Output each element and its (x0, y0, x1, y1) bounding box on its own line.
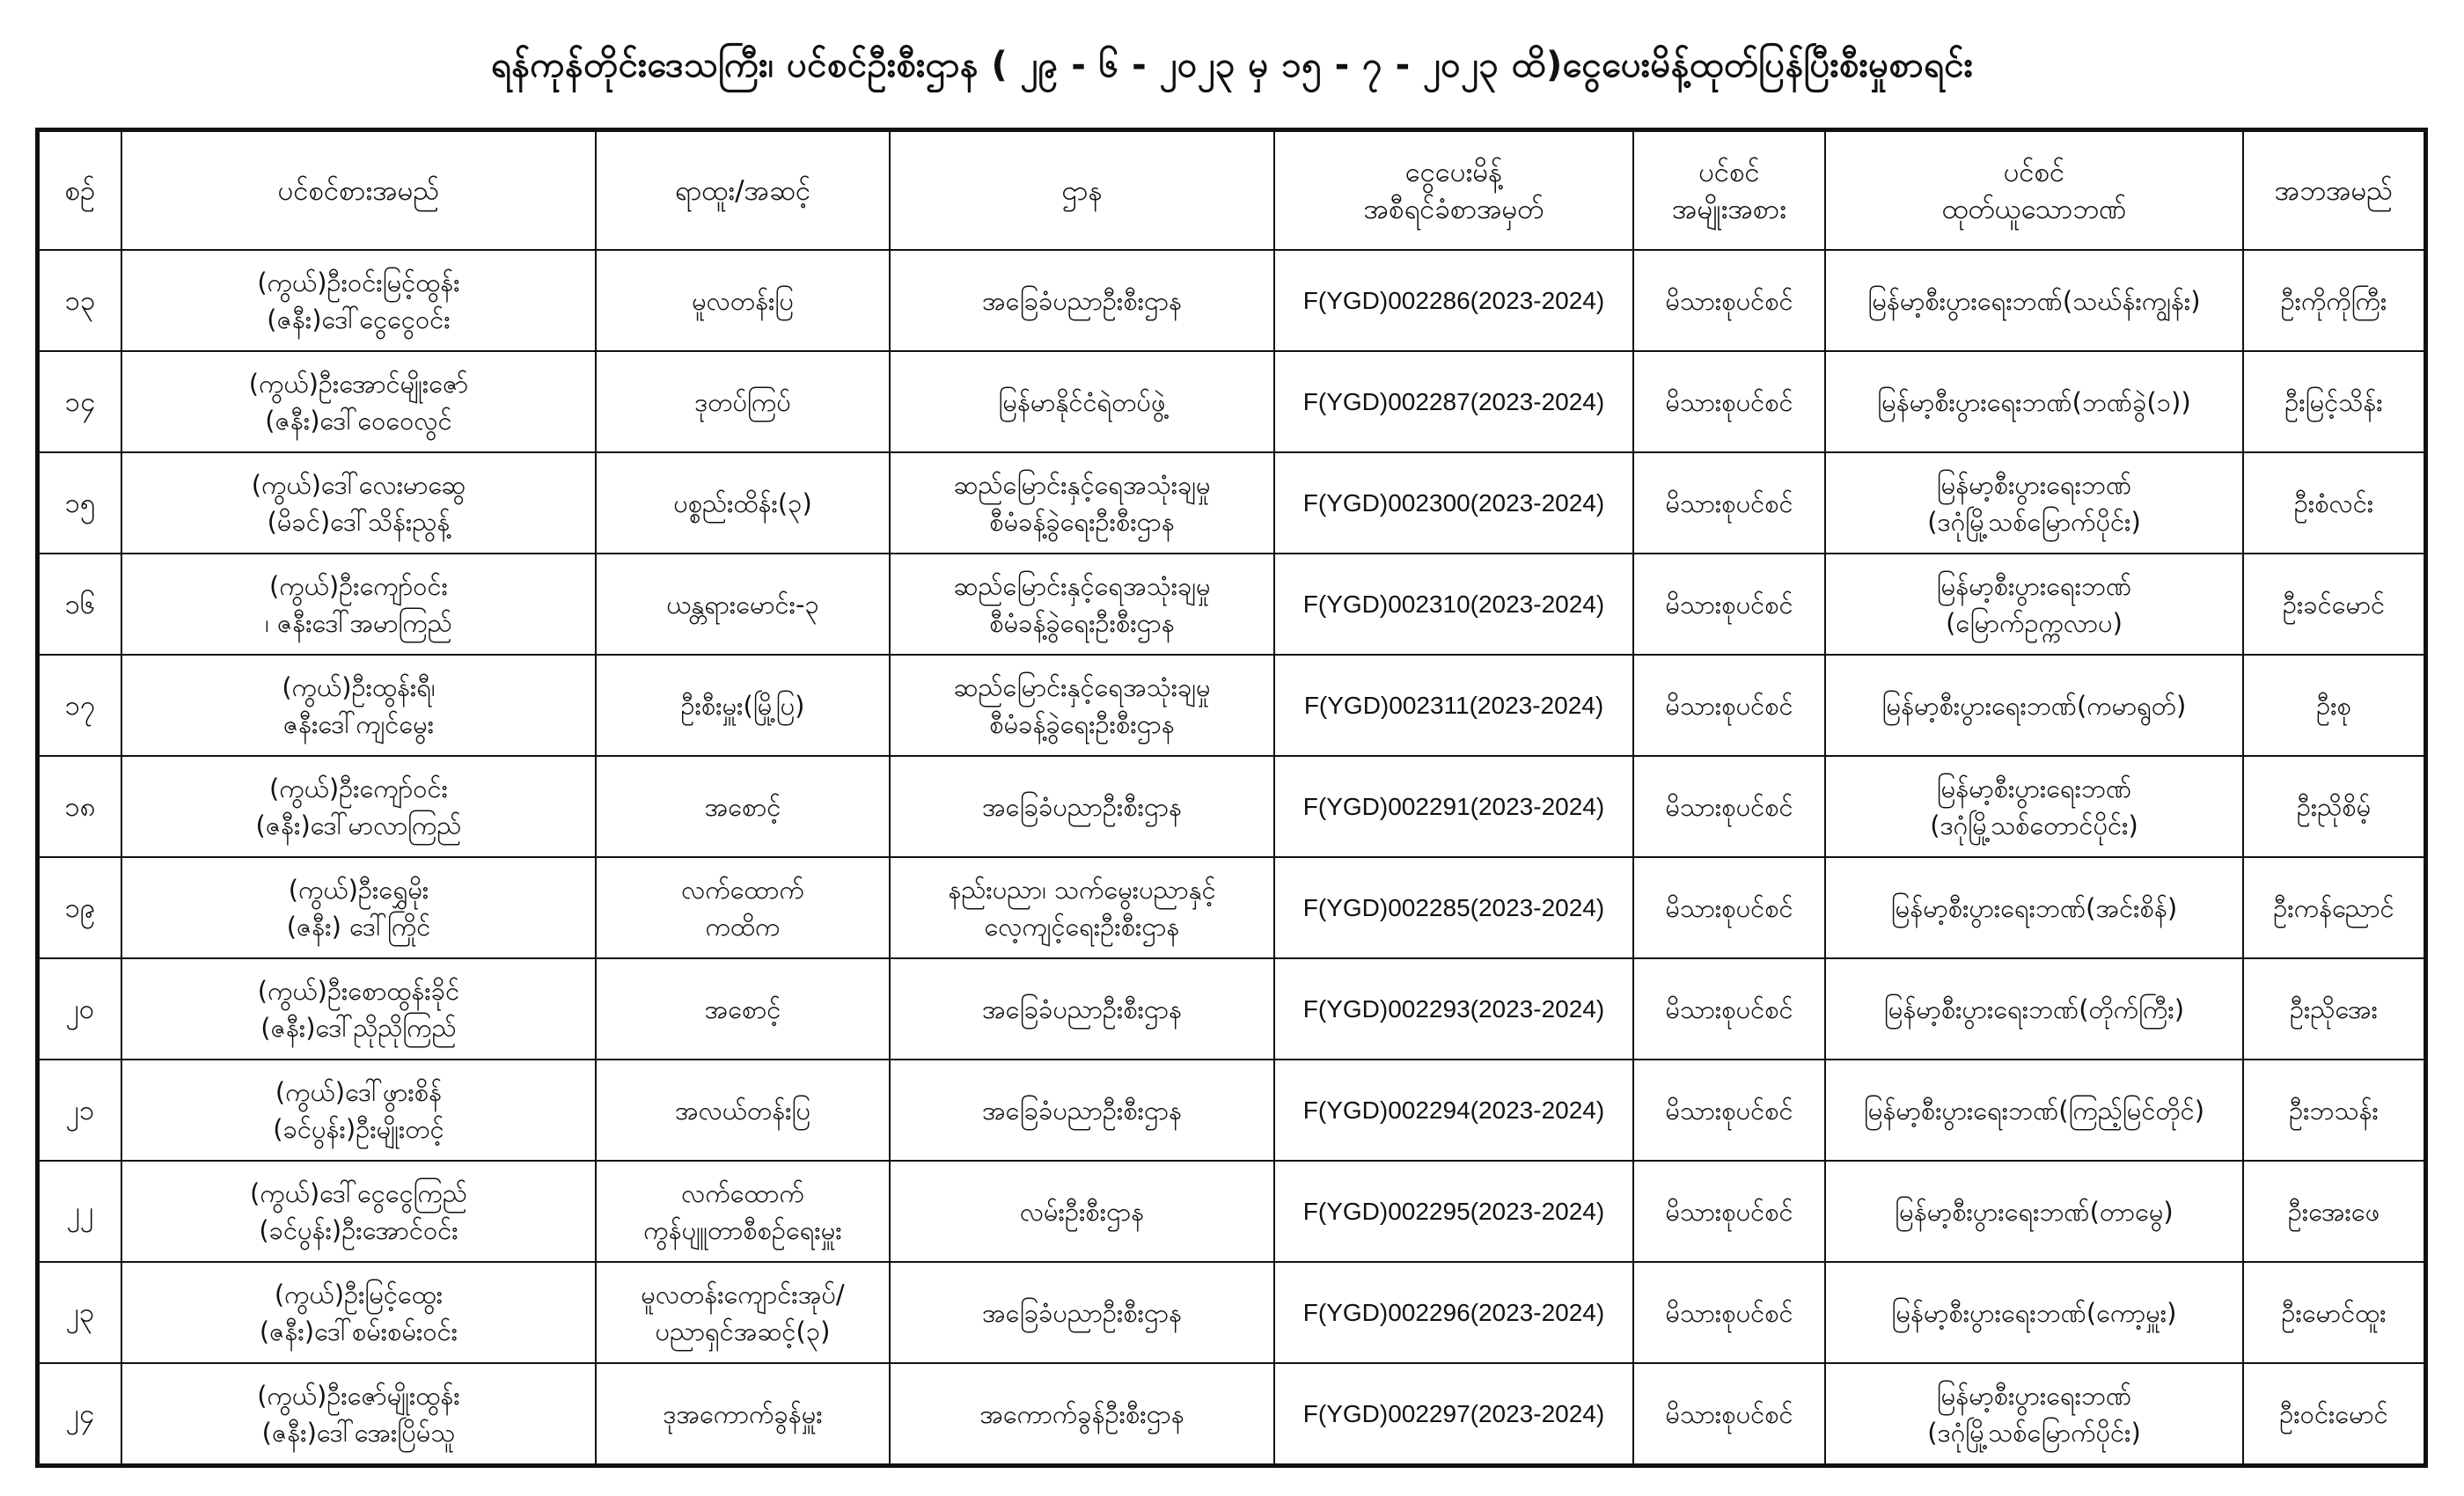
permit-number-cell (1274, 351, 1633, 452)
pensioner-name-text: (ကွယ်)ဒေါ်ဖွားစိန် (275, 1076, 443, 1107)
serial-cell (39, 958, 121, 1060)
bank-text: မြန်မာ့စီးပွားရေးဘဏ် (1936, 469, 2132, 500)
permit-number-cell (1274, 1060, 1633, 1161)
permit-number-text: F(YGD)002294(2023-2024) (1302, 1096, 1605, 1124)
bank-text: (မြောက်ဥက္ကလာပ) (1946, 607, 2123, 638)
rank-cell (596, 655, 890, 756)
pensioner-name-text: (မိခင်)ဒေါ်သိန်းညွန့် (267, 506, 451, 537)
table-header-row (39, 131, 2424, 250)
pension-table (38, 130, 2425, 1465)
department-text: မြန်မာနိုင်ငံရဲတပ်ဖွဲ့ (998, 386, 1166, 417)
pension-type-text: မိသားစုပင်စင် (1665, 1398, 1793, 1429)
table-row (39, 857, 2424, 958)
serial-cell (39, 554, 121, 655)
serial-text: ၁၃ (64, 284, 96, 317)
serial-cell (39, 250, 121, 351)
table-row (39, 756, 2424, 857)
serial-text: ၁၅ (64, 487, 96, 519)
permit-number-cell (1274, 452, 1633, 554)
table-row (39, 655, 2424, 756)
bank-cell (1825, 1262, 2243, 1363)
father-name-text: ဦးစံလင်း (2293, 488, 2374, 518)
rank-text: အစောင့် (704, 994, 781, 1024)
table-row (39, 351, 2424, 452)
permit-number-cell (1274, 1262, 1633, 1363)
father-name-text: ဦးဝင်းမောင် (2279, 1398, 2388, 1429)
pension-type-text: မိသားစုပင်စင် (1665, 791, 1793, 822)
table-row (39, 452, 2424, 554)
header-father-name: အဘအမည် (2243, 131, 2424, 250)
permit-number-text: F(YGD)002286(2023-2024) (1302, 286, 1605, 314)
department-text: အကောက်ခွန်ဦးစီးဌာန (979, 1398, 1184, 1429)
department-cell (890, 1161, 1274, 1262)
father-name-text: ဦးဘသန်း (2289, 1095, 2379, 1126)
department-text: အခြေခံပညာဦးစီးဌာန (981, 994, 1183, 1024)
bank-text: မြန်မာ့စီးပွားရေးဘဏ် (1936, 773, 2132, 803)
father-name-cell (2243, 1060, 2424, 1161)
bank-cell (1825, 1363, 2243, 1464)
serial-text: ၁၆ (64, 588, 96, 620)
department-cell (890, 958, 1274, 1060)
pension-type-text: မိသားစုပင်စင် (1665, 690, 1793, 721)
bank-text: မြန်မာ့စီးပွားရေးဘဏ် (1936, 1380, 2132, 1411)
bank-cell (1825, 351, 2243, 452)
serial-cell (39, 1060, 121, 1161)
bank-text: မြန်မာ့စီးပွားရေးဘဏ်(ကမာရွတ်) (1881, 690, 2187, 721)
bank-text: မြန်မာ့စီးပွားရေးဘဏ်(အင်းစိန်) (1890, 892, 2178, 923)
serial-text: ၁၇ (64, 689, 96, 722)
permit-number-text: F(YGD)002291(2023-2024) (1302, 792, 1605, 820)
pensioner-name-text: (ခင်ပွန်း)ဦးအောင်ဝင်း (259, 1214, 458, 1245)
department-text: ဆည်မြောင်းနှင့်ရေအသုံးချမှု (953, 469, 1211, 500)
permit-number-cell (1274, 857, 1633, 958)
pensioner-name-text: ဇနီးဒေါ်ကျင်မွေး (282, 708, 435, 739)
bank-cell (1825, 452, 2243, 554)
permit-number-cell (1274, 250, 1633, 351)
pensioner-name-text: (ကွယ်)ဦးရွှေမိုး (288, 874, 429, 905)
pensioner-name-cell (121, 250, 596, 351)
pensioner-name-text: (ခင်ပွန်း)ဦးမျိုးတင့် (273, 1113, 444, 1144)
rank-cell (596, 250, 890, 351)
father-name-text: ဦးကိုကိုကြီး (2280, 285, 2387, 316)
serial-cell (39, 1363, 121, 1464)
bank-cell (1825, 655, 2243, 756)
pension-type-text: မိသားစုပင်စင် (1665, 386, 1793, 417)
pension-type-cell (1633, 958, 1825, 1060)
table-row (39, 1363, 2424, 1464)
pensioner-name-cell (121, 452, 596, 554)
header-serial: စဉ် (39, 131, 121, 250)
pension-type-text: မိသားစုပင်စင် (1665, 1196, 1793, 1227)
serial-text: ၁၄ (64, 385, 96, 418)
pensioner-name-cell (121, 351, 596, 452)
rank-cell (596, 1161, 890, 1262)
department-text: ဆည်မြောင်းနှင့်ရေအသုံးချမှု (953, 570, 1211, 601)
father-name-text: ဦးစု (2316, 690, 2351, 721)
pensioner-name-text: (ကွယ်)ဦးအောင်မျိုးဇော် (248, 368, 469, 399)
pensioner-name-cell (121, 857, 596, 958)
bank-cell (1825, 756, 2243, 857)
rank-cell (596, 1363, 890, 1464)
pensioner-name-text: ၊ ဇနီးဒေါ်အမာကြည် (265, 607, 452, 638)
bank-cell (1825, 250, 2243, 351)
pensioner-name-text: (ဇနီး)ဒေါ်စမ်းစမ်းဝင်း (259, 1316, 458, 1346)
department-cell (890, 857, 1274, 958)
rank-text: ဒုအကောက်ခွန်မှူး (663, 1398, 823, 1429)
rank-cell (596, 452, 890, 554)
department-text: လမ်းဦးစီးဌာန (1019, 1196, 1145, 1227)
father-name-text: ဦးအေးဖေ (2287, 1196, 2380, 1227)
father-name-text: ဦးခင်မောင် (2282, 589, 2386, 620)
rank-cell (596, 958, 890, 1060)
header-pensioner-name: ပင်စင်စားအမည် (121, 131, 596, 250)
bank-text: မြန်မာ့စီးပွားရေးဘဏ်(ကော့မှူး) (1891, 1297, 2177, 1328)
pension-type-text: မိသားစုပင်စင် (1665, 1297, 1793, 1328)
department-text: လေ့ကျင့်ရေးဦးစီးဌာန (984, 911, 1180, 942)
bank-text: မြန်မာ့စီးပွားရေးဘဏ်(တိုက်ကြီး) (1883, 994, 2185, 1024)
bank-text: (ဒဂုံမြို့သစ်မြောက်ပိုင်း) (1927, 1417, 2141, 1448)
pensioner-name-text: (ကွယ်)ဦးကျော်ဝင်း (269, 570, 448, 601)
department-cell (890, 1060, 1274, 1161)
rank-cell (596, 351, 890, 452)
father-name-cell (2243, 250, 2424, 351)
serial-text: ၂၁ (65, 1094, 95, 1126)
rank-text: အလယ်တန်းပြ (675, 1095, 810, 1126)
serial-cell (39, 452, 121, 554)
pensioner-name-cell (121, 554, 596, 655)
header-permit-line1: ငွေပေးမိန့် (1404, 156, 1503, 188)
permit-number-text: F(YGD)002300(2023-2024) (1302, 488, 1605, 517)
department-cell (890, 554, 1274, 655)
bank-text: (ဒဂုံမြို့သစ်မြောက်ပိုင်း) (1927, 506, 2141, 537)
rank-text: လက်ထောက် (681, 874, 804, 905)
department-cell (890, 452, 1274, 554)
permit-number-cell (1274, 1363, 1633, 1464)
permit-number-text: F(YGD)002310(2023-2024) (1302, 590, 1605, 618)
department-cell (890, 1363, 1274, 1464)
father-name-cell (2243, 958, 2424, 1060)
pensioner-name-cell (121, 958, 596, 1060)
bank-cell (1825, 1060, 2243, 1161)
header-pension-type (1633, 131, 1825, 250)
department-cell (890, 351, 1274, 452)
father-name-cell (2243, 1262, 2424, 1363)
pension-type-text: မိသားစုပင်စင် (1665, 589, 1793, 620)
department-cell (890, 1262, 1274, 1363)
pension-type-text: မိသားစုပင်စင် (1665, 488, 1793, 518)
pensioner-name-cell (121, 1060, 596, 1161)
serial-cell (39, 756, 121, 857)
header-bank (1825, 131, 2243, 250)
father-name-cell (2243, 452, 2424, 554)
pensioner-name-text: (ကွယ်)ဒေါ်ငွေငွေကြည် (250, 1177, 467, 1208)
pension-type-cell (1633, 554, 1825, 655)
pensioner-name-text: (ဇနီး) ဒေါ်ကြိုင် (286, 911, 431, 942)
permit-number-text: F(YGD)002297(2023-2024) (1302, 1399, 1605, 1427)
bank-text: မြန်မာ့စီးပွားရေးဘဏ်(တာမွေ) (1895, 1196, 2174, 1227)
permit-number-cell (1274, 655, 1633, 756)
page-title: ရန်ကုန်တိုင်းဒေသကြီး၊ ပင်စင်ဦးစီးဌာန ( ၂၉ - ၆ - ၂၀၂၃ မှ ၁၅ - ၇ - ၂၀၂၃ ထိ)ငွေပေးမိန့်ထုတ်ပြန်ပြီးစီးမှုစာရင်း (490, 45, 1974, 85)
rank-text: ဦးစီးမှူး(မြို့ပြ) (680, 690, 805, 721)
pensioner-name-text: (ဇနီး)ဒေါ်ညိုညိုကြည် (260, 1012, 457, 1043)
bank-cell (1825, 554, 2243, 655)
department-text: ဆည်မြောင်းနှင့်ရေအသုံးချမှု (953, 671, 1211, 702)
header-department: ဌာန (890, 131, 1274, 250)
permit-number-cell (1274, 1161, 1633, 1262)
pension-type-cell (1633, 857, 1825, 958)
permit-number-text: F(YGD)002287(2023-2024) (1302, 387, 1605, 415)
pensioner-name-cell (121, 1262, 596, 1363)
rank-text: ပစ္စည်းထိန်း(၃) (673, 488, 812, 518)
rank-text: ကထိက (705, 911, 781, 942)
header-rank: ရာထူး/အဆင့် (596, 131, 890, 250)
pensioner-name-text: (ကွယ်)ဦးဇော်မျိုးထွန်း (257, 1380, 460, 1411)
rank-text: မူလတန်းကျောင်းအုပ်/ (641, 1279, 845, 1309)
pensioner-name-text: (ဇနီး)ဒေါ်ဝေဝေလွင် (265, 405, 452, 436)
pension-type-text: မိသားစုပင်စင် (1665, 1095, 1793, 1126)
department-text: အခြေခံပညာဦးစီးဌာန (981, 791, 1183, 822)
rank-cell (596, 1060, 890, 1161)
department-text: အခြေခံပညာဦးစီးဌာန (981, 1095, 1183, 1126)
father-name-cell (2243, 1363, 2424, 1464)
department-text: အခြေခံပညာဦးစီးဌာန (981, 285, 1183, 316)
permit-number-text: F(YGD)002296(2023-2024) (1302, 1298, 1605, 1326)
department-text: စီမံခန့်ခွဲရေးဦးစီးဌာန (989, 708, 1175, 739)
table-row (39, 1262, 2424, 1363)
serial-text: ၂၃ (65, 1296, 95, 1329)
header-type-line2: အမျိုးအစား (1672, 193, 1786, 225)
pensioner-name-text: (ကွယ်)ဒေါ်လေးမာဆွေ (251, 469, 466, 500)
rank-text: ယန္တရားမောင်း-၃ (666, 589, 819, 620)
serial-cell (39, 1161, 121, 1262)
serial-cell (39, 351, 121, 452)
bank-text: မြန်မာ့စီးပွားရေးဘဏ်(ဘဏ်ခွဲ(၁)) (1877, 386, 2191, 417)
serial-text: ၁၈ (64, 790, 96, 823)
pension-type-cell (1633, 351, 1825, 452)
table-row (39, 1161, 2424, 1262)
pension-type-text: မိသားစုပင်စင် (1665, 994, 1793, 1024)
header-permit-line2: အစီရင်ခံစာအမှတ် (1363, 193, 1544, 225)
serial-text: ၂၂ (66, 1195, 94, 1228)
rank-text: မူလတန်းပြ (692, 285, 794, 316)
rank-cell (596, 1262, 890, 1363)
permit-number-text: F(YGD)002293(2023-2024) (1302, 994, 1605, 1023)
table-row (39, 250, 2424, 351)
father-name-cell (2243, 1161, 2424, 1262)
pension-type-cell (1633, 1363, 1825, 1464)
department-cell (890, 250, 1274, 351)
permit-number-text: F(YGD)002295(2023-2024) (1302, 1197, 1605, 1225)
pensioner-name-text: (ကွယ်)ဦးထွန်းရီ၊ (282, 671, 436, 702)
pension-type-cell (1633, 1060, 1825, 1161)
rank-cell (596, 857, 890, 958)
serial-cell (39, 857, 121, 958)
pensioner-name-cell (121, 655, 596, 756)
department-cell (890, 756, 1274, 857)
table-row (39, 1060, 2424, 1161)
serial-text: ၂၀ (65, 993, 95, 1025)
department-cell (890, 655, 1274, 756)
pensioner-name-text: (ဇနီး)ဒေါ်ငွေငွေဝင်း (267, 304, 451, 334)
pensioner-name-text: (ကွယ်)ဦးစောထွန်းခိုင် (257, 975, 460, 1006)
department-text: စီမံခန့်ခွဲရေးဦးစီးဌာန (989, 607, 1175, 638)
header-bank-line2: ထုတ်ယူသောဘဏ် (1941, 193, 2127, 225)
header-type-line1: ပင်စင် (1698, 156, 1760, 188)
permit-number-text: F(YGD)002285(2023-2024) (1302, 893, 1605, 921)
table-row (39, 958, 2424, 1060)
rank-text: ကွန်ပျူတာစီစဉ်ရေးမှူး (643, 1214, 842, 1245)
department-text: အခြေခံပညာဦးစီးဌာန (981, 1297, 1183, 1328)
pension-type-cell (1633, 1161, 1825, 1262)
pension-type-cell (1633, 655, 1825, 756)
bank-text: မြန်မာ့စီးပွားရေးဘဏ်(ကြည့်မြင်တိုင်) (1863, 1095, 2205, 1126)
rank-text: ဒုတပ်ကြပ် (694, 386, 791, 417)
father-name-text: ဦးကန်ညောင် (2273, 892, 2394, 923)
pensioner-name-text: (ဇနီး)ဒေါ်မာလာကြည် (255, 810, 462, 840)
father-name-cell (2243, 351, 2424, 452)
pension-type-cell (1633, 1262, 1825, 1363)
bank-text: မြန်မာ့စီးပွားရေးဘဏ် (1936, 570, 2132, 601)
father-name-text: ဦးမောင်ထူး (2281, 1297, 2387, 1328)
pensioner-name-cell (121, 1363, 596, 1464)
bank-cell (1825, 1161, 2243, 1262)
pension-type-text: မိသားစုပင်စင် (1665, 892, 1793, 923)
pensioner-name-cell (121, 1161, 596, 1262)
pensioner-name-text: (ဇနီး)ဒေါ်အေးပြိမ်သူ (261, 1417, 456, 1448)
rank-text: လက်ထောက် (681, 1177, 804, 1208)
rank-cell (596, 554, 890, 655)
bank-cell (1825, 958, 2243, 1060)
permit-number-cell (1274, 554, 1633, 655)
permit-number-text: F(YGD)002311(2023-2024) (1303, 691, 1604, 719)
pension-type-cell (1633, 250, 1825, 351)
table-body (39, 250, 2424, 1464)
father-name-cell (2243, 655, 2424, 756)
pension-type-cell (1633, 756, 1825, 857)
pensioner-name-text: (ကွယ်)ဦးမြင့်ထွေး (274, 1279, 444, 1309)
permit-number-cell (1274, 756, 1633, 857)
pension-table-container (38, 130, 2424, 1465)
header-bank-line1: ပင်စင် (2003, 156, 2065, 188)
department-text: နည်းပညာ၊ သက်မွေးပညာနှင့် (948, 874, 1216, 905)
table-row (39, 554, 2424, 655)
pensioner-name-text: (ကွယ်)ဦးကျော်ဝင်း (269, 773, 448, 803)
serial-cell (39, 1262, 121, 1363)
father-name-text: ဦးညိုစိမ့် (2296, 791, 2372, 822)
serial-cell (39, 655, 121, 756)
bank-cell (1825, 857, 2243, 958)
father-name-text: ဦးမြင့်သိန်း (2284, 386, 2383, 417)
father-name-cell (2243, 554, 2424, 655)
pensioner-name-text: (ကွယ်)ဦးဝင်းမြင့်ထွန်း (257, 267, 460, 297)
pension-type-cell (1633, 452, 1825, 554)
header-permit-number (1274, 131, 1633, 250)
rank-cell (596, 756, 890, 857)
father-name-text: ဦးညိုအေး (2289, 994, 2379, 1024)
father-name-cell (2243, 756, 2424, 857)
pensioner-name-cell (121, 756, 596, 857)
permit-number-cell (1274, 958, 1633, 1060)
department-text: စီမံခန့်ခွဲရေးဦးစီးဌာန (989, 506, 1175, 537)
serial-text: ၂၄ (65, 1397, 95, 1430)
rank-text: အစောင့် (704, 791, 781, 822)
bank-text: မြန်မာ့စီးပွားရေးဘဏ်(သဃ်န်းကျွန်း) (1867, 285, 2201, 316)
father-name-cell (2243, 857, 2424, 958)
rank-text: ပညာရှင်အဆင့်(၃) (655, 1316, 831, 1346)
bank-text: (ဒဂုံမြို့သစ်တောင်ပိုင်း) (1930, 810, 2138, 840)
serial-text: ၁၉ (64, 891, 96, 924)
pension-type-text: မိသားစုပင်စင် (1665, 285, 1793, 316)
